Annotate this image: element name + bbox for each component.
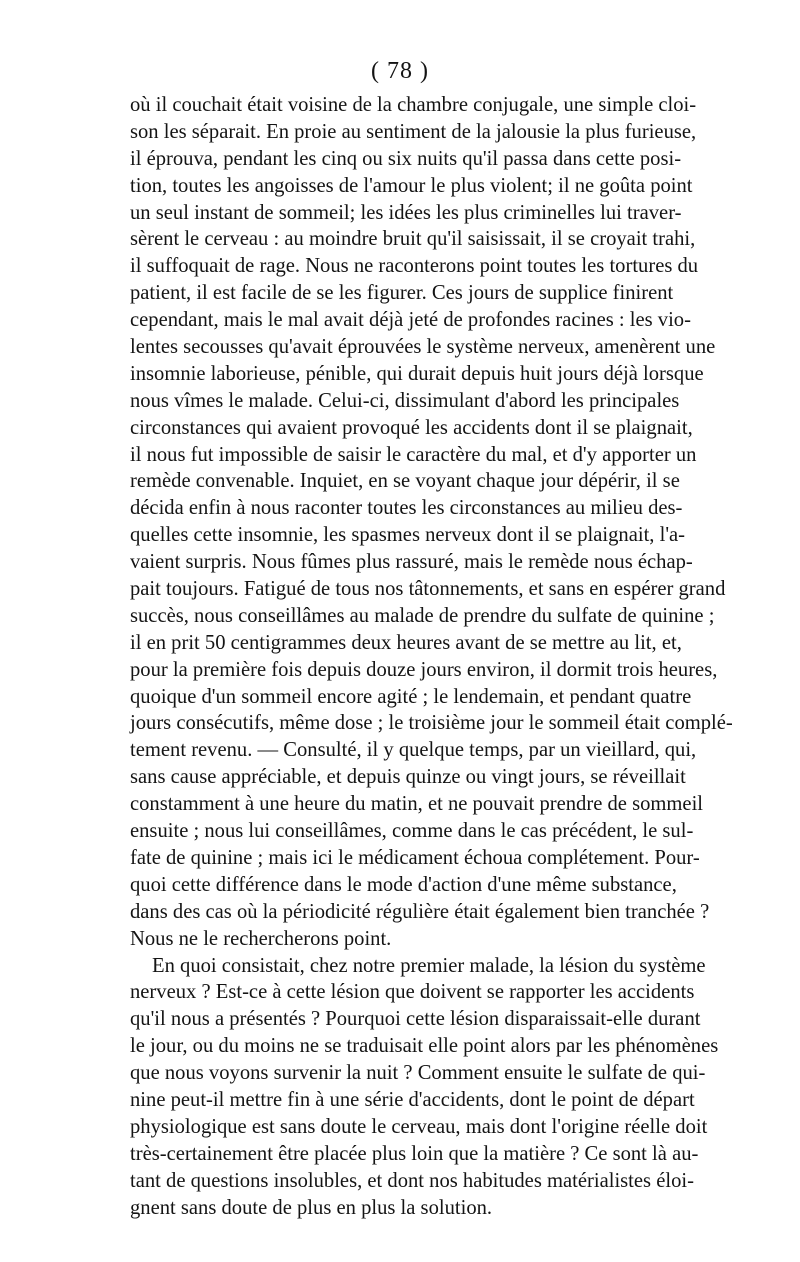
text-line: il suffoquait de rage. Nous ne raconterons point toutes les tortures du	[130, 255, 699, 278]
text-line: décida enfin à nous raconter toutes les circonstances au milieu des-	[130, 497, 683, 520]
text-line: quoique d'un sommeil encore agité ; le lendemain, et pendant quatre	[130, 685, 692, 708]
text-line: où il couchait était voisine de la chambre conjugale, une simple cloi-	[130, 94, 697, 116]
text-line: nous vîmes le malade. Celui-ci, dissimulant d'abord les principales	[130, 389, 680, 412]
text-line: pour la première fois depuis douze jours environ, il dormit trois heures,	[130, 658, 718, 681]
text-line: En quoi consistait, chez notre premier malade, la lésion du système	[152, 954, 706, 977]
text-line: pait toujours. Fatigué de tous nos tâtonnements, et sans en espérer grand	[130, 578, 726, 601]
text-line: insomnie laborieuse, pénible, qui durait depuis huit jours déjà lorsque	[130, 362, 704, 385]
page-number: ( 78 )	[371, 58, 429, 84]
text-line: sans cause appréciable, et depuis quinze ou vingt jours, se réveillait	[130, 766, 686, 789]
text-line: ensuite ; nous lui conseillâmes, comme dans le cas précédent, le sul-	[130, 820, 694, 843]
text-line: remède convenable. Inquiet, en se voyant chaque jour dépérir, il se	[130, 470, 680, 493]
text-line: fate de quinine ; mais ici le médicament échoua complétement. Pour-	[130, 846, 700, 869]
text-line: vaient surpris. Nous fûmes plus rassuré, mais le remède nous échap-	[130, 551, 693, 574]
text-line: tion, toutes les angoisses de l'amour le plus violent; il ne goûta point	[130, 174, 693, 197]
paragraph-2	[130, 953, 719, 1222]
text-line: jours consécutifs, même dose ; le troisième jour le sommeil était complé-	[130, 712, 733, 735]
text-line: tant de questions insolubles, et dont nos habitudes matérialistes éloi-	[130, 1169, 694, 1192]
text-line: gnent sans doute de plus en plus la solution.	[130, 1196, 493, 1219]
text-line: physiologique est sans doute le cerveau, mais dont l'origine réelle doit	[130, 1115, 708, 1138]
body-text	[130, 92, 733, 1221]
text-line: son les séparait. En proie au sentiment de la jalousie la plus furieuse,	[130, 120, 697, 143]
text-line: qu'il nous a présentés ? Pourquoi cette lésion disparaissait-elle durant	[130, 1008, 701, 1031]
text-line: lentes secousses qu'avait éprouvées le système nerveux, amenèrent une	[130, 336, 716, 359]
text-line: constamment à une heure du matin, et ne pouvait prendre de sommeil	[130, 793, 704, 816]
text-line: quoi cette différence dans le mode d'action d'une même substance,	[130, 873, 677, 896]
text-line: cependant, mais le mal avait déjà jeté de profondes racines : les vio-	[130, 309, 691, 332]
text-line: très-certainement être placée plus loin que la matière ? Ce sont là au-	[130, 1142, 699, 1165]
text-line: succès, nous conseillâmes au malade de prendre du sulfate de quinine ;	[130, 604, 715, 627]
text-line: sèrent le cerveau : au moindre bruit qu'il saisissait, il se croyait trahi,	[130, 228, 696, 251]
paragraph-1	[130, 92, 733, 953]
text-line: le jour, ou du moins ne se traduisait elle point alors par les phénomènes	[130, 1035, 719, 1058]
text-line: il nous fut impossible de saisir le caractère du mal, et d'y apporter un	[130, 443, 697, 466]
text-line: il en prit 50 centigrammes deux heures avant de se mettre au lit, et,	[130, 631, 682, 654]
text-line: que nous voyons survenir la nuit ? Comment ensuite le sulfate de qui-	[130, 1062, 706, 1085]
text-line: patient, il est facile de se les figurer. Ces jours de supplice finirent	[130, 282, 674, 305]
text-line: circonstances qui avaient provoqué les accidents dont il se plaignait,	[130, 416, 693, 439]
text-line: dans des cas où la périodicité régulière était également bien tranchée ?	[130, 900, 710, 923]
text-line: un seul instant de sommeil; les idées les plus criminelles lui traver-	[130, 201, 682, 224]
text-line: Nous ne le rechercherons point.	[130, 927, 392, 950]
text-line: tement revenu. — Consulté, il y quelque temps, par un vieillard, qui,	[130, 739, 697, 762]
text-line: il éprouva, pendant les cinq ou six nuits qu'il passa dans cette posi-	[130, 147, 682, 170]
text-line: nerveux ? Est-ce à cette lésion que doivent se rapporter les accidents	[130, 981, 695, 1004]
text-line: quelles cette insomnie, les spasmes nerveux dont il se plaignait, l'a-	[130, 524, 686, 547]
text-line: nine peut-il mettre fin à une série d'accidents, dont le point de départ	[130, 1088, 695, 1111]
